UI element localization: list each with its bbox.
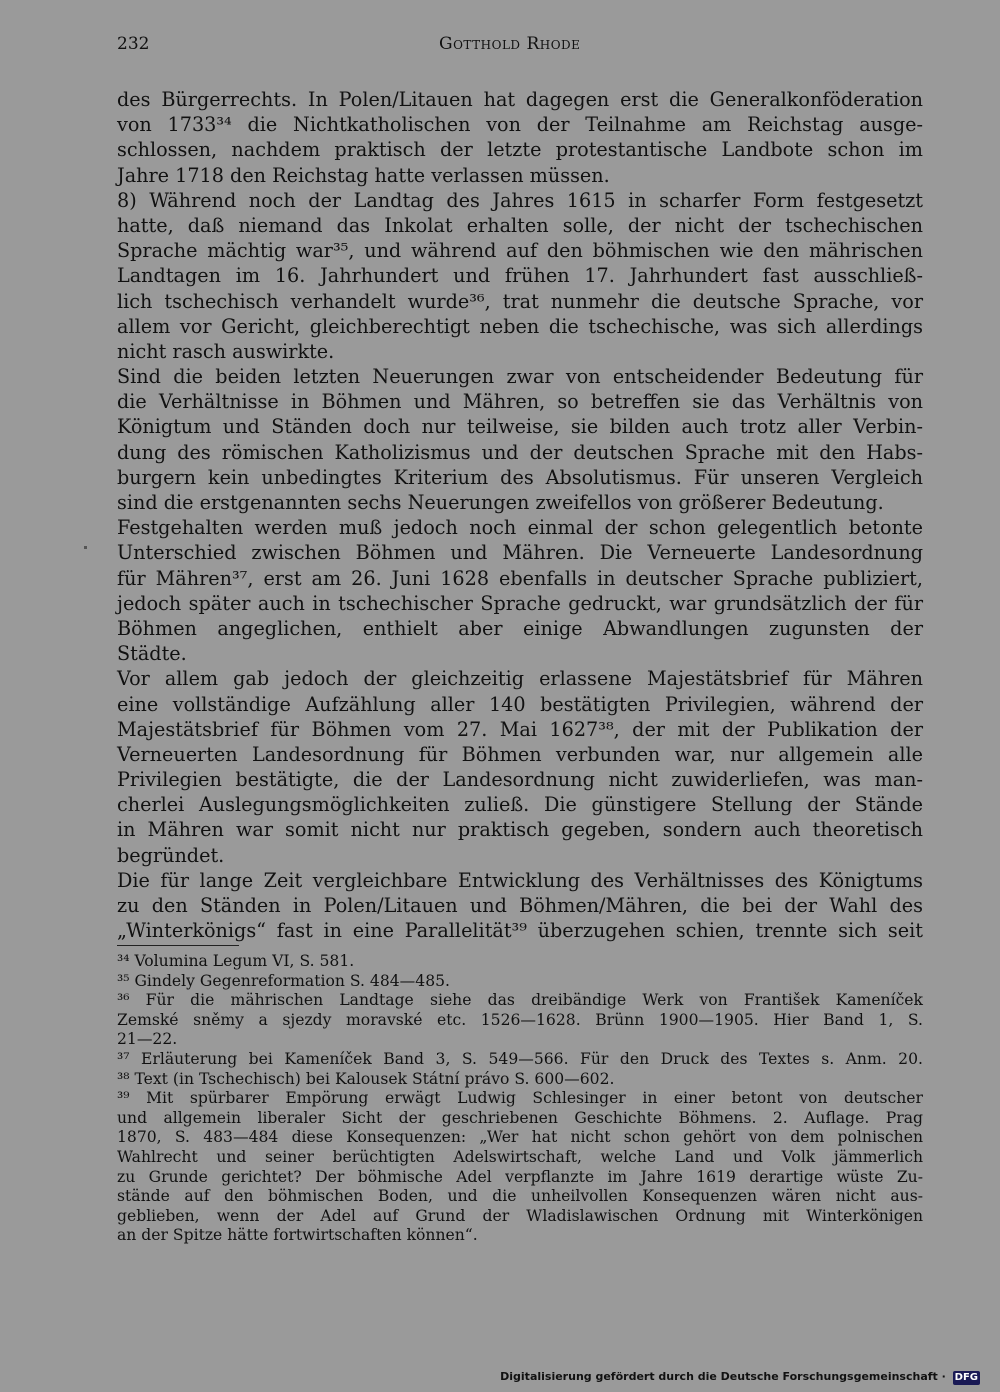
body-line: allem vor Gericht, gleichberechtigt neben die tschechische, was sich allerdings — [117, 314, 923, 338]
running-head: Gotthold Rhode — [439, 34, 581, 54]
footnote-line: ³⁹ Mit spürbarer Empörung erwägt Ludwig Schlesinger in einer betont von deutscher — [117, 1089, 923, 1108]
footnote-line: zu Grunde gerichtet? Der böhmische Adel verpflanzte im Jahre 1619 derartige wüste Zu- — [117, 1167, 923, 1186]
body-line: Verneuerten Landesordnung für Böhmen verbunden war, nur allgemein alle — [117, 742, 923, 766]
body-line: Sind die beiden letzten Neuerungen zwar von entscheidender Bedeutung für — [117, 365, 923, 389]
body-line: Majestätsbrief für Böhmen vom 27. Mai 1627³⁸, der mit der Publikation der — [117, 717, 923, 741]
footnote-line: geblieben, wenn der Adel auf Grund der Wladislawischen Ordnung mit Winterkönigen — [117, 1206, 923, 1225]
body-line: Privilegien bestätigte, die der Landesordnung nicht zuwiderliefen, was man- — [117, 768, 923, 792]
body-line: jedoch später auch in tschechischer Sprache gedruckt, war grundsätzlich der für — [117, 591, 923, 615]
footnote-line: Wahlrecht und seiner berüchtigten Adelswirtschaft, welche Land und Volk jämmerlich — [117, 1147, 923, 1166]
footnote-line: Zemské sněmy a sjezdy moravské etc. 1526—1628. Brünn 1900—1905. Hier Band 1, S. — [117, 1010, 923, 1029]
footnote-line: stände auf den böhmischen Boden, und die unheilvollen Konsequenzen wären nicht aus- — [117, 1187, 923, 1206]
body-line: schlossen, nachdem praktisch der letzte protestantische Landbote schon im — [117, 138, 923, 162]
body-line: für Mähren³⁷, erst am 26. Juni 1628 ebenfalls in deutscher Sprache publiziert, — [117, 566, 923, 590]
body-line: Städte. — [117, 642, 187, 666]
body-line: Sprache mächtig war³⁵, und während auf den böhmischen wie den mährischen — [117, 239, 923, 263]
footnote-line: und allgemein liberaler Sicht der geschriebenen Geschichte Böhmens. 2. Auflage. Prag — [117, 1108, 923, 1127]
dfg-logo: DFG — [954, 1372, 978, 1383]
body-line: Böhmen angeglichen, enthielt aber einige Abwandlungen zugunsten der — [117, 616, 923, 640]
body-line: des Bürgerrechts. In Polen/Litauen hat dagegen erst die Generalkonföderation — [117, 88, 923, 111]
page-number: 232 — [117, 34, 150, 54]
body-line: lich tschechisch verhandelt wurde³⁶, trat nunmehr die deutsche Sprache, vor — [117, 289, 923, 313]
body-line: Unterschied zwischen Böhmen und Mähren. Die Verneuerte Landesordnung — [117, 541, 923, 565]
body-line: 8) Während noch der Landtag des Jahres 1615 in scharfer Form festgesetzt — [117, 188, 923, 212]
footnote-line: an der Spitze hätte fortwirtschaften können“. — [117, 1226, 478, 1245]
body-line: zu den Ständen in Polen/Litauen und Böhmen/Mähren, die bei der Wahl des — [117, 894, 923, 917]
body-line: die Verhältnisse in Böhmen und Mähren, so betreffen sie das Verhältnis von — [117, 390, 923, 414]
body-line: dung des römischen Katholizismus und der deutschen Sprache mit den Habs- — [117, 440, 923, 464]
credit-text: Digitalisierung gefördert durch die Deutsche Forschungsgemeinschaft · — [500, 1370, 946, 1383]
footnote-line: ³⁸ Text (in Tschechisch) bei Kalousek Státní právo S. 600—602. — [117, 1069, 615, 1088]
footnotes — [117, 952, 923, 1246]
body-line: Festgehalten werden muß jedoch noch einmal der schon gelegentlich betonte — [117, 516, 923, 540]
body-text — [117, 87, 923, 943]
margin-speck — [84, 546, 87, 549]
body-line: Landtagen im 16. Jahrhundert und frühen 17. Jahrhundert fast ausschließ- — [117, 264, 923, 288]
footnote-line: 21—22. — [117, 1030, 178, 1049]
body-line: von 1733³⁴ die Nichtkatholischen von der Teilnahme am Reichstag ausge- — [117, 113, 923, 137]
digitization-credit — [500, 1368, 980, 1386]
body-line: Jahre 1718 den Reichstag hatte verlassen müssen. — [117, 163, 610, 187]
footnote-line: ³⁴ Volumina Legum VI, S. 581. — [117, 952, 355, 970]
page-header — [117, 34, 923, 62]
body-line: in Mähren war somit nicht nur praktisch gegeben, sondern auch theoretisch — [117, 818, 923, 842]
footnote-line: ³⁷ Erläuterung bei Kameníček Band 3, S. 549—566. Für den Druck des Textes s. Anm. 20. — [117, 1049, 923, 1068]
body-line: „Winterkönigs“ fast in eine Parallelität³⁹ überzugehen schien, trennte sich seit — [117, 919, 923, 943]
body-line: begründet. — [117, 843, 225, 867]
body-line: nicht rasch auswirkte. — [117, 339, 335, 363]
body-line: Die für lange Zeit vergleichbare Entwicklung des Verhältnisses des Königtums — [117, 868, 923, 892]
body-line: sind die erstgenannten sechs Neuerungen zweifellos von größerer Bedeutung. — [117, 491, 884, 514]
body-line: Königtum und Ständen doch nur teilweise, sie bilden auch trotz aller Verbin- — [117, 415, 923, 439]
footnote-line: 1870, S. 483—484 diese Konsequenzen: „Wer hat nicht schon gehört von dem polnischen — [117, 1128, 923, 1147]
footnote-line: ³⁶ Für die mährischen Landtage siehe das dreibändige Werk von František Kameníček — [117, 991, 923, 1010]
footnote-line: ³⁵ Gindely Gegenreformation S. 484—485. — [117, 971, 450, 990]
body-line: hatte, daß niemand das Inkolat erhalten solle, der nicht der tschechischen — [117, 213, 923, 237]
body-line: burgern kein unbedingtes Kriterium des Absolutismus. Für unseren Vergleich — [117, 465, 923, 489]
body-line: Vor allem gab jedoch der gleichzeitig erlassene Majestätsbrief für Mähren — [117, 667, 923, 691]
body-line: cherlei Auslegungsmöglichkeiten zuließ. Die günstigere Stellung der Stände — [117, 793, 923, 817]
footnote-rule — [117, 945, 239, 946]
body-line: eine vollständige Aufzählung aller 140 bestätigten Privilegien, während der — [117, 692, 923, 716]
